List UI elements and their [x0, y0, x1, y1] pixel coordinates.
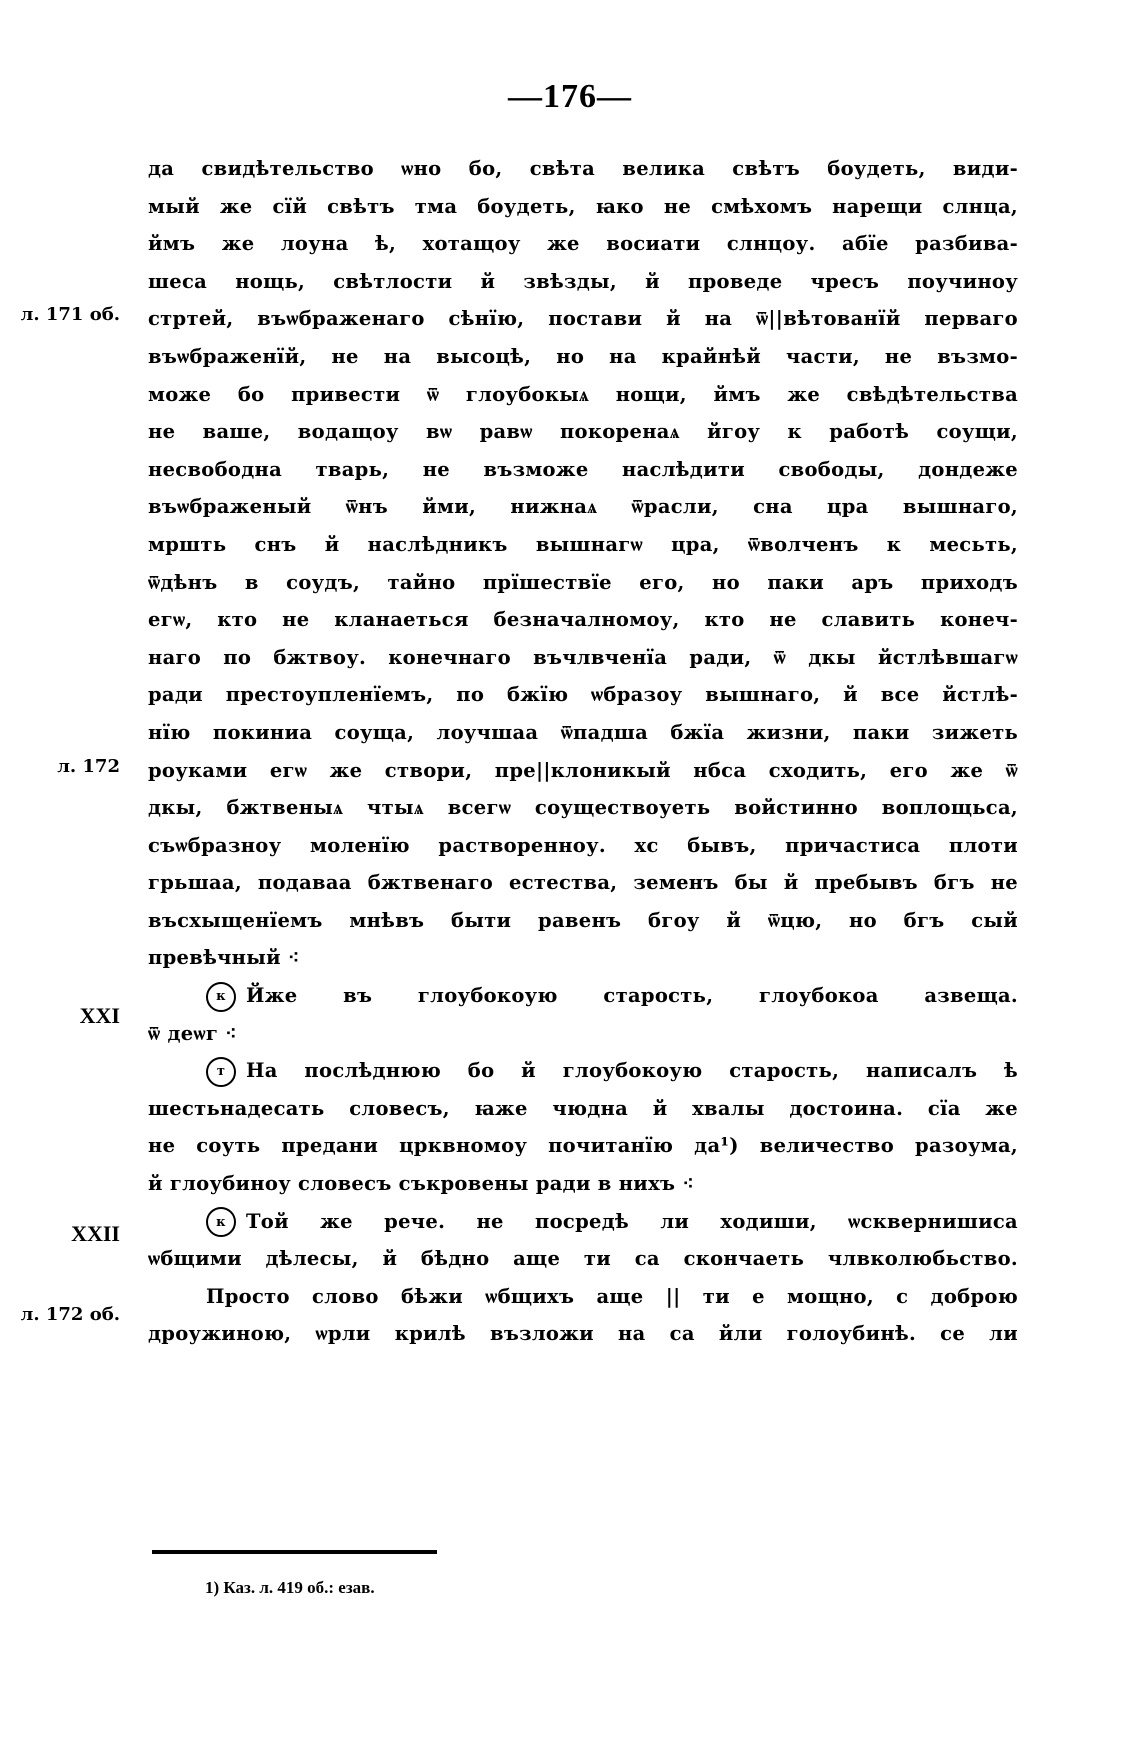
- paragraph-xxii-text: Той же рече. не посредѣ ли ходиши, ѡсквернишиса: [246, 1209, 1018, 1233]
- circled-t-marker: т: [206, 1057, 236, 1087]
- margin-note-folio-172: л. 172: [57, 756, 120, 777]
- text-line: стртей, въѡбраженаго сѣнїю, постави й на ѿ||вѣтованїй перваго: [148, 307, 1018, 331]
- text-line: дроужиною, ѡрли крилѣ възложи на са йли голоубинѣ. се ли: [148, 1322, 1018, 1346]
- text-line: въѡбраженїй, не на высоцѣ, но на крайнѣй части, не възмо-: [148, 344, 1018, 368]
- text-line: съѡбразноу моленїю растворенноу. хс бывъ, причастиса плоти: [148, 833, 1018, 857]
- page-number: —176—: [508, 78, 632, 115]
- text-line: роуками егѡ же створи, пре||клоникый нбса сходить, его же ѿ: [148, 758, 1018, 782]
- paragraph-xxi-line: [148, 977, 1018, 1015]
- paragraph-xxi-text: Йже въ глоубокоую старость, глоубокоа азвеща.: [246, 984, 1018, 1008]
- text-line: ради престоупленїемъ, по бжїю ѡбразоу вышнаго, й все йстлѣ-: [148, 683, 1018, 707]
- paragraph-t-line: [148, 1052, 1018, 1090]
- text-line: да свидѣтельство ѡно бо, свѣта велика свѣтъ боудеть, види-: [148, 157, 1018, 180]
- text-line: ймъ же лоуна ѣ, хотащоу же восиати слнцоу. абїе разбива-: [148, 232, 1018, 256]
- footnote-divider: [152, 1550, 437, 1554]
- text-line: наго по бжтвоу. конечнаго въчлвченїа ради, ѿ дкы йстлѣвшагѡ: [148, 645, 1018, 669]
- text-line: егѡ, кто не кланаеться безначалномоу, кто не славить конеч-: [148, 608, 1018, 632]
- text-line: въсхыщенїемъ мнѣвъ быти равенъ бгоу й ѿцю, но бгъ сый: [148, 908, 1018, 932]
- text-line: не ваше, водащоу вѡ равѡ покоренаѧ йгоу к работѣ соущи,: [148, 420, 1018, 444]
- text-line: дкы, бжтвеныѧ чтыѧ всегѡ соуществоуеть войстинно воплощьса,: [148, 796, 1018, 820]
- margin-note-folio-172v: л. 172 об.: [20, 1304, 120, 1325]
- text-line: мый же сїй свѣтъ тма боудеть, ꙗко не смѣхомъ нарещи слнца,: [148, 194, 1018, 218]
- text-line: превѣчный ⁖: [148, 946, 300, 970]
- text-line: й глоубиноу словесъ съкровены ради в нихъ ⁖: [148, 1172, 695, 1196]
- text-line: грьшаа, подаваа бжтвенаго естества, земенъ бы й пребывъ бгъ не: [148, 871, 1018, 895]
- margin-note-folio-171v: л. 171 об.: [20, 304, 120, 325]
- text-line: нїю покиниа соуща, лоучшаа ѿпадша бжїа жизни, паки зижеть: [148, 720, 1018, 744]
- paragraph-t-text: На послѣднюю бо й глоубокоую старость, написалъ ѣ: [246, 1059, 1018, 1083]
- circled-k-marker: к: [206, 982, 236, 1012]
- text-line: ѿдѣнъ в соудъ, тайно прїшествїе его, но паки аръ приходъ: [148, 570, 1018, 594]
- text-line: Просто слово бѣжи ѡбщихъ аще || ти е мощно, с доброю: [206, 1284, 1018, 1308]
- main-text: [148, 150, 1018, 1353]
- text-line: мршть снъ й наслѣдникъ вышнагѡ цра, ѿволченъ к месьть,: [148, 532, 1018, 556]
- text-line: може бо привести ѿ глоубокыѧ нощи, ймъ же свѣдѣтельства: [148, 382, 1018, 406]
- text-line: ѡбщими дѣлесы, й бѣдно аще ти са скончаеть члвколюбьство.: [148, 1247, 1018, 1271]
- section-number-xxi: XXI: [79, 1003, 120, 1028]
- text-line: несвободна тварь, не възможе наслѣдити свободы, дондеже: [148, 457, 1018, 481]
- section-number-xxii: XXII: [71, 1221, 120, 1246]
- text-line: шестьнадесать словесъ, ꙗже чюдна й хвалы достоина. сїа же: [148, 1096, 1018, 1120]
- text-line: ѿ деѡг ⁖: [148, 1021, 237, 1045]
- text-line: не соуть предани црквномоу почитанїю да¹) величество разоума,: [148, 1134, 1018, 1158]
- text-line: шеса нощь, свѣтлости й звѣзды, й проведе чресъ поучиноу: [148, 269, 1018, 293]
- footnote: 1) Каз. л. 419 об.: езав.: [205, 1578, 375, 1597]
- text-line: въѡбраженый ѿнъ йми, нижнаѧ ѿрасли, сна цра вышнаго,: [148, 495, 1018, 519]
- paragraph-xxii-line: [148, 1203, 1018, 1241]
- circled-k-marker: к: [206, 1207, 236, 1237]
